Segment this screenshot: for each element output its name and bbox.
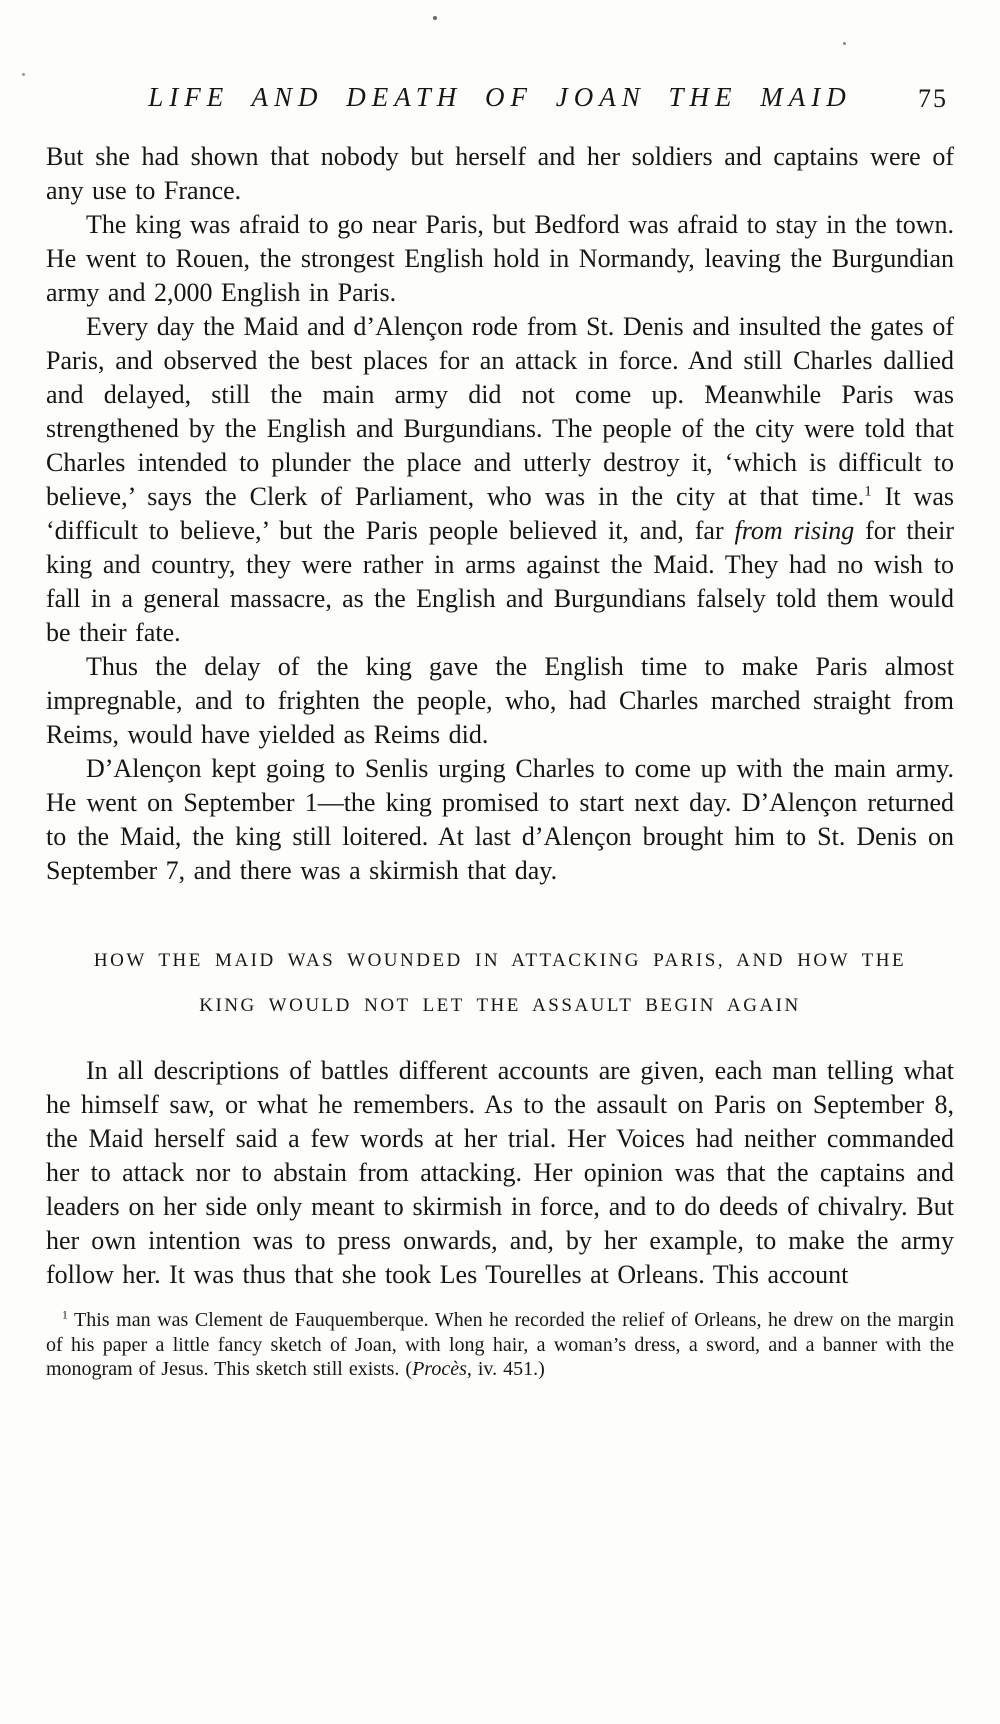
section-heading <box>46 938 954 1028</box>
footnote <box>46 1308 954 1382</box>
text-block-top <box>46 140 954 888</box>
scan-speck <box>22 73 25 76</box>
page-body <box>46 140 954 1382</box>
text-block-bottom <box>46 1054 954 1292</box>
paragraph: $^1$ This man was Clement de Fauquemberque. When he recorded the relief of Orleans, he drew on the margin of his paper a little fancy sketch of Joan, with long hair, a woman’s dress, a sword, and a banner with the monogram of Jesus. This sketch still exists. (Procès, iv. 451.) <box>46 1308 954 1380</box>
scan-speck <box>843 42 846 45</box>
footnote-text <box>46 1308 954 1382</box>
page-number: 75 <box>918 84 948 113</box>
page-title: LIFE AND DEATH OF JOAN THE MAID <box>148 82 852 112</box>
paragraph: Thus the delay of the king gave the English time to make Paris almost impregnable, and to frighten the people, who, had Charles marched straight from Reims, would have yielded as Reims did. <box>46 652 954 749</box>
section-heading-line-2: KING WOULD NOT LET THE ASSAULT BEGIN AGAIN <box>199 995 801 1016</box>
scan-speck <box>433 16 437 20</box>
running-head <box>46 82 954 113</box>
section-heading-line-1: HOW THE MAID WAS WOUNDED IN ATTACKING PARIS, AND HOW THE <box>93 950 907 971</box>
paragraph: In all descriptions of battles different accounts are given, each man telling what he himself saw, or what he remembers. As to the assault on Paris on September 8, the Maid herself said a few words at her trial. Her Voices had neither commanded her to attack nor to abstain from attacking. Her opinion was that the captains and leaders on her side only meant to skirmish in force, and to do deeds of chivalry. But her own intention was to press onwards, and, by her example, to make the army follow her. It was thus that she took Les Tourelles at Orleans. This account <box>46 1056 954 1289</box>
paragraph: But she had shown that nobody but herself and her soldiers and captains were of any use to France. <box>46 142 954 205</box>
paragraph: D’Alençon kept going to Senlis urging Charles to come up with the main army. He went on September 1—the king promised to start next day. D’Alençon returned to the Maid, the king still loitered. At last d’Alençon brought him to St. Denis on September 7, and there was a skirmish that day. <box>46 754 954 885</box>
paragraph: The king was afraid to go near Paris, but Bedford was afraid to stay in the town. He went to Rouen, the strongest English hold in Normandy, leaving the Burgundian army and 2,000 English in Paris. <box>46 210 954 307</box>
paragraph: Every day the Maid and d’Alençon rode from St. Denis and insulted the gates of Paris, and observed the best places for an attack in force. And still Charles dallied and delayed, still the main army did not come up. Meanwhile Paris was strengthened by the English and Burgundians. The people of the city were told that Charles intended to plunder the place and utterly destroy it, ‘which is difficult to believe,’ says the Clerk of Parliament, who was in the city at that time.$^1$ It was ‘difficult to believe,’ but the Paris people believed it, and, far from rising for their king and country, they were rather in arms against the Maid. They had no wish to fall in a general massacre, as the English and Burgundians falsely told them would be their fate. <box>46 312 954 647</box>
